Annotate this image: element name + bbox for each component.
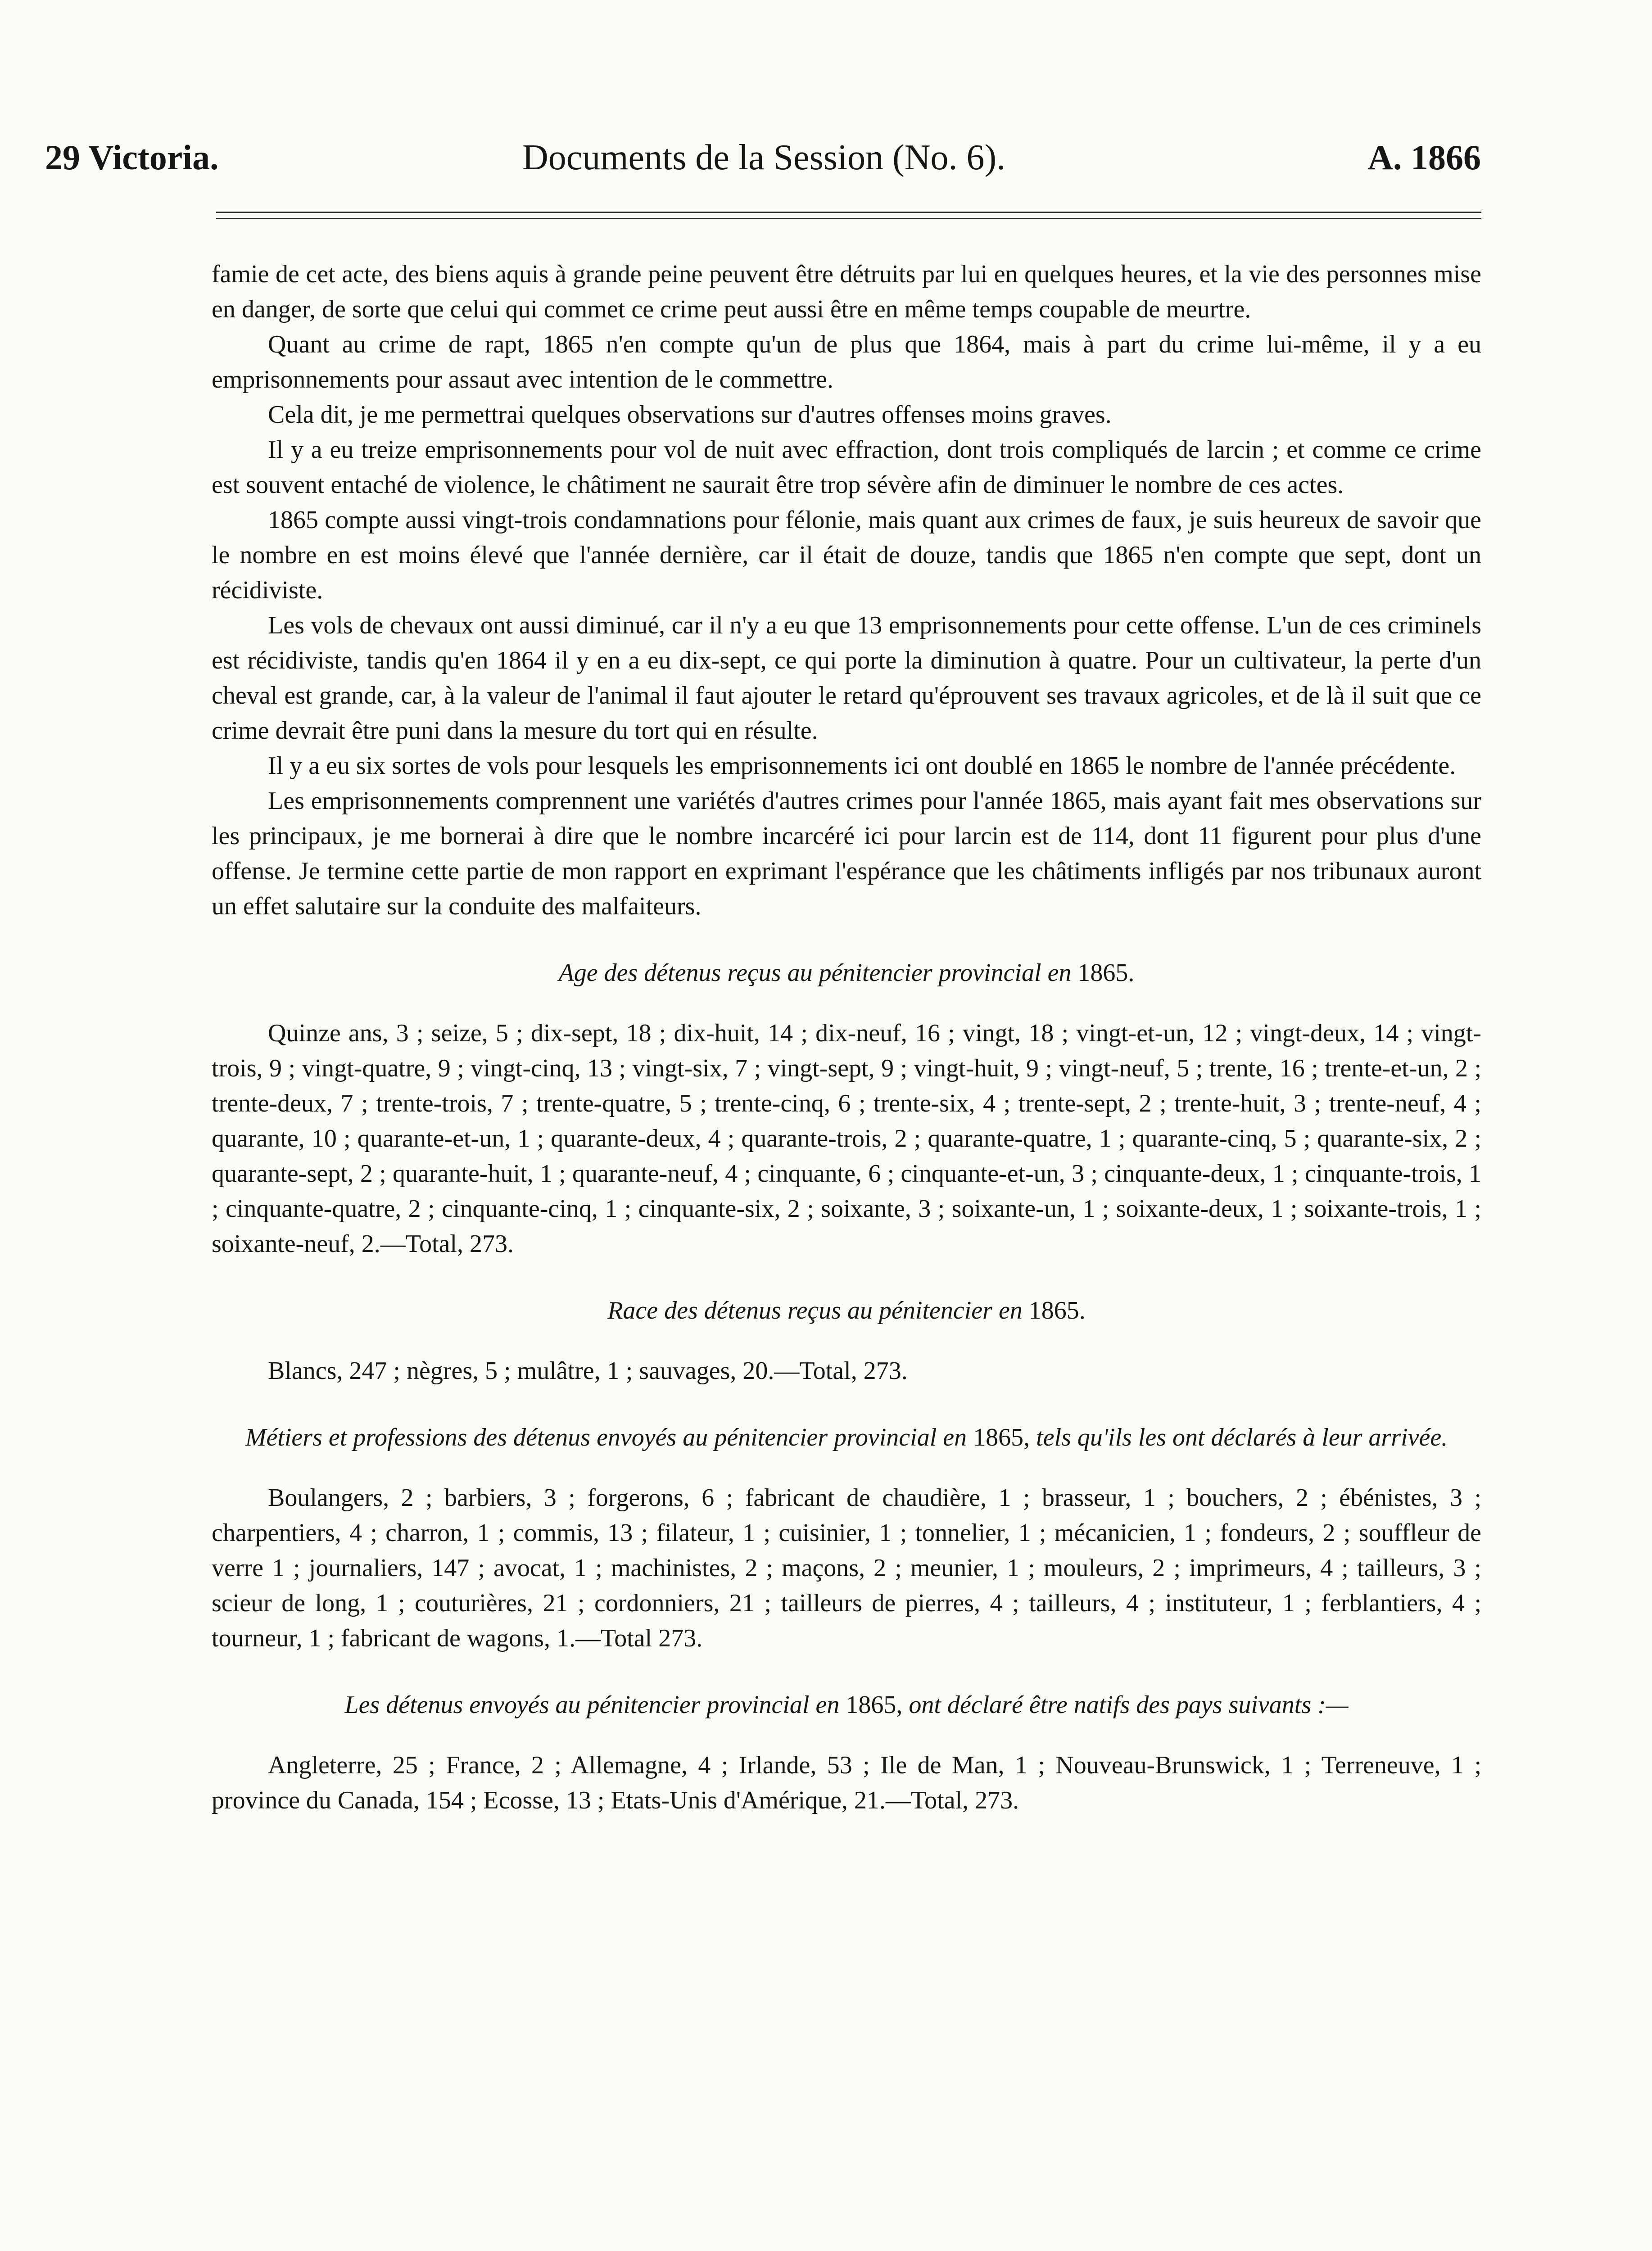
paragraph: famie de cet acte, des biens aquis à grande peine peuvent être détruits par lui en quelques heures, et la vie des personnes mise en danger, de sorte que celui qui commet ce crime peut aussi être en même temps coupable de meurtre. (212, 260, 1481, 323)
header-title: Documents de la Session (No. 6). (522, 138, 1006, 177)
header-rule-secondary (216, 218, 1481, 219)
running-header (45, 133, 1481, 182)
header-year: A. 1866 (1367, 138, 1481, 177)
caption-year: 1865. (1077, 959, 1135, 987)
caption-year: 1865. (1028, 1297, 1086, 1324)
paragraph: Il y a eu six sortes de vols pour lesquels les emprisonnements ici ont doublé en 1865 le nombre de l'année précédente. (268, 752, 1456, 780)
section-caption-age (212, 955, 1481, 990)
header-regnal-year: 29 Victoria. (45, 138, 219, 177)
caption-text: Les détenus envoyés au pénitencier provincial en (344, 1691, 840, 1719)
caption-text: Age des détenus reçus au pénitencier provincial en (558, 959, 1072, 987)
paragraph: Les emprisonnements comprennent une variétés d'autres crimes pour l'année 1865, mais ayant fait mes observations sur les principaux, je me bornerai à dire que le nombre incarcéré ici pour larcin est de 114, dont 11 figurent pour plus d'une offense. Je termine cette partie de mon rapport en exprimant l'espérance que les châtiments infligés par nos tribunaux auront un effet salutaire sur la conduite des malfaiteurs. (212, 787, 1481, 920)
paragraph: Cela dit, je me permettrai quelques observations sur d'autres offenses moins graves. (268, 401, 1112, 429)
section-caption-natifs (212, 1687, 1481, 1722)
race-list: Blancs, 247 ; nègres, 5 ; mulâtre, 1 ; sauvages, 20.—Total, 273. (268, 1357, 908, 1385)
paragraph: Les vols de chevaux ont aussi diminué, car il n'y a eu que 13 emprisonnements pour cette offense. L'un de ces criminels est récidiviste, tandis qu'en 1864 il y en a eu dix-sept, ce qui porte la diminution à quatre. Pour un cultivateur, la perte d'un cheval est grande, car, à la valeur de l'animal il faut ajouter le retard qu'éprouvent ses travaux agricoles, et de là il suit que ce crime devrait être puni dans la mesure du tort qui en résulte. (212, 611, 1481, 745)
caption-text: Race des détenus reçus au pénitencier en (607, 1297, 1023, 1324)
age-list: Quinze ans, 3 ; seize, 5 ; dix-sept, 18 ; dix-huit, 14 ; dix-neuf, 16 ; vingt, 18 ; vingt-et-un, 12 ; vingt-deux, 14 ; vingt-trois, 9 ; vingt-quatre, 9 ; vingt-cinq, 13 ; vingt-six, 7 ; vingt-sept, 9 ; vingt-huit, 9 ; vingt-neuf, 5 ; trente, 16 ; trente-et-un, 2 ; trente-deux, 7 ; trente-trois, 7 ; trente-quatre, 5 ; trente-cinq, 6 ; trente-six, 4 ; trente-sept, 2 ; trente-huit, 3 ; trente-neuf, 4 ; quarante, 10 ; quarante-et-un, 1 ; quarante-deux, 4 ; quarante-trois, 2 ; quarante-quatre, 1 ; quarante-cinq, 5 ; quarante-six, 2 ; quarante-sept, 2 ; quarante-huit, 1 ; quarante-neuf, 4 ; cinquante, 6 ; cinquante-et-un, 3 ; cinquante-deux, 1 ; cinquante-trois, 1 ; cinquante-quatre, 2 ; cinquante-cinq, 1 ; cinquante-six, 2 ; soixante, 3 ; soixante-un, 1 ; soixante-deux, 1 ; soixante-trois, 1 ; soixante-neuf, 2.—Total, 273. (212, 1019, 1481, 1258)
caption-year: 1865, (846, 1691, 903, 1719)
body-text (212, 257, 1481, 1818)
paragraph: Quant au crime de rapt, 1865 n'en compte qu'un de plus que 1864, mais à part du crime lui-même, il y a eu emprisonnements pour assaut avec intention de le commettre. (212, 330, 1481, 393)
section-caption-metiers (212, 1420, 1481, 1455)
caption-text: ont déclaré être natifs des pays suivants :— (909, 1691, 1349, 1719)
section-caption-race (212, 1293, 1481, 1328)
paragraph: 1865 compte aussi vingt-trois condamnations pour félonie, mais quant aux crimes de faux, je suis heureux de savoir que le nombre en est moins élevé que l'année dernière, car il était de douze, tandis que 1865 n'en compte que sept, dont un récidiviste. (212, 506, 1481, 604)
caption-text: Métiers et professions des détenus envoyés au pénitencier provincial en (245, 1424, 967, 1451)
caption-text: tels qu'ils les ont déclarés à leur arrivée. (1036, 1424, 1448, 1451)
natifs-list: Angleterre, 25 ; France, 2 ; Allemagne, 4 ; Irlande, 53 ; Ile de Man, 1 ; Nouveau-Brunswick, 1 ; Terreneuve, 1 ; province du Canada, 154 ; Ecosse, 13 ; Etats-Unis d'Amérique, 21.—Total, 273. (212, 1751, 1481, 1814)
metiers-list: Boulangers, 2 ; barbiers, 3 ; forgerons, 6 ; fabricant de chaudière, 1 ; brasseur, 1 ; bouchers, 2 ; ébénistes, 3 ; charpentiers, 4 ; charron, 1 ; commis, 13 ; filateur, 1 ; cuisinier, 1 ; tonnelier, 1 ; mécanicien, 1 ; fondeurs, 2 ; souffleur de verre 1 ; journaliers, 147 ; avocat, 1 ; machinistes, 2 ; maçons, 2 ; meunier, 1 ; mouleurs, 2 ; imprimeurs, 4 ; tailleurs, 3 ; scieur de long, 1 ; couturières, 21 ; cordonniers, 21 ; tailleurs de pierres, 4 ; tailleurs, 4 ; instituteur, 1 ; ferblantiers, 4 ; tourneur, 1 ; fabricant de wagons, 1.—Total 273. (212, 1484, 1481, 1652)
paragraph: Il y a eu treize emprisonnements pour vol de nuit avec effraction, dont trois compliqués de larcin ; et comme ce crime est souvent entaché de violence, le châtiment ne saurait être trop sévère afin de diminuer le nombre de ces actes. (212, 436, 1481, 499)
caption-year: 1865, (973, 1424, 1030, 1451)
header-rule (216, 212, 1481, 213)
